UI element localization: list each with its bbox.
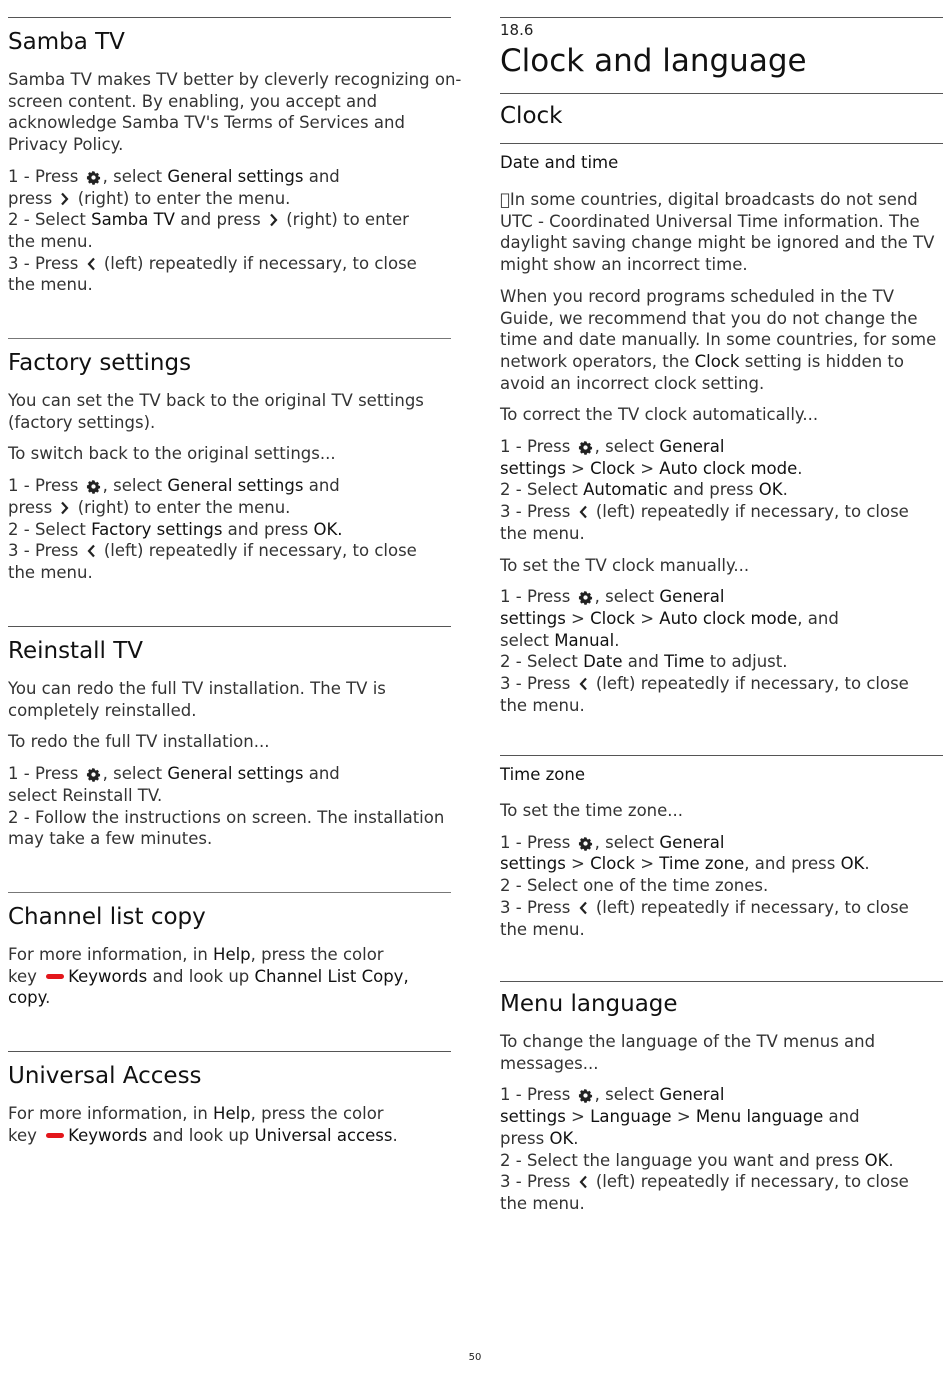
section-body xyxy=(500,1031,943,1074)
chevron-right-icon xyxy=(268,213,279,227)
steps xyxy=(8,763,451,850)
step-3: 3 - Press (left) repeatedly if necessary, to close xyxy=(500,897,909,917)
step-1-cont: press (right) to enter the menu. xyxy=(8,188,291,208)
body-line: UTC - Coordinated Universal Time information. The xyxy=(500,211,920,231)
chapter-title: Clock and language xyxy=(500,43,807,79)
chapter-header xyxy=(500,17,943,79)
chevron-left-icon xyxy=(86,257,97,271)
body-line: Samba TV makes TV better by cleverly recognizing on- xyxy=(8,70,462,89)
section-clock xyxy=(500,93,943,130)
step-1: 1 - Press , select General settings and xyxy=(8,764,340,784)
step-3: 3 - Press (left) repeatedly if necessary, to close xyxy=(500,502,909,522)
body-line: daylight saving change might be ignored and the TV xyxy=(500,233,935,253)
subsection-time-zone xyxy=(500,755,943,940)
body-line: Privacy Policy. xyxy=(8,135,124,155)
intro-text: To redo the full TV installation... xyxy=(8,732,270,752)
section-menu-language xyxy=(500,981,943,1215)
step-1-cont: press OK. xyxy=(500,1128,579,1148)
step-3: 3 - Press (left) repeatedly if necessary, to close xyxy=(500,674,909,694)
section-samba-tv xyxy=(8,17,462,296)
body-line: You can set the TV back to the original TV settings xyxy=(8,391,424,410)
divider xyxy=(8,892,451,893)
step-1-cont: settings > Clock > Auto clock mode. xyxy=(500,458,803,478)
gear-icon xyxy=(578,440,593,455)
divider xyxy=(500,17,943,18)
red-color-key-icon xyxy=(46,1133,64,1138)
body-line: For more information, in Help, press the color xyxy=(8,945,384,964)
step-1: 1 - Press , select General settings and xyxy=(8,166,340,186)
subsection-title: Date and time xyxy=(500,153,619,172)
step-2: 2 - Select Automatic and press OK. xyxy=(500,480,788,500)
steps xyxy=(500,1084,943,1214)
body-line: time and date manually. In some countries, for some xyxy=(500,330,937,350)
step-2: 2 - Select Factory settings and press OK. xyxy=(8,519,343,539)
divider xyxy=(8,1051,451,1052)
intro-text: To set the TV clock manually... xyxy=(500,555,750,575)
page-number: 50 xyxy=(468,1352,482,1363)
gear-icon xyxy=(86,170,101,185)
body-line: To change the language of the TV menus and xyxy=(500,1032,876,1051)
body-line: might show an incorrect time. xyxy=(500,255,748,275)
body-line: key Keywords and look up Channel List Copy, xyxy=(8,966,409,986)
chevron-left-icon xyxy=(578,677,589,691)
step-1-cont: select Reinstall TV. xyxy=(8,785,163,805)
body-line: avoid an incorrect clock setting. xyxy=(500,373,765,393)
red-color-key-icon xyxy=(46,974,64,979)
section-universal-access xyxy=(8,1051,451,1146)
step-1-cont: settings > Language > Menu language and xyxy=(500,1107,860,1127)
step-2-cont: the menu. xyxy=(8,231,93,251)
step-2: 2 - Follow the instructions on screen. The installation xyxy=(8,807,445,827)
step-1-cont: settings > Clock > Time zone, and press OK. xyxy=(500,854,870,874)
intro-text: To correct the TV clock automatically... xyxy=(500,405,819,425)
step-3-cont: the menu. xyxy=(500,1193,585,1213)
body-line: screen content. By enabling, you accept and xyxy=(8,91,378,111)
step-1-cont: select Manual. xyxy=(500,630,620,650)
section-body xyxy=(8,678,451,721)
body-line: For more information, in Help, press the color xyxy=(8,1104,384,1123)
body-line: acknowledge Samba TV's Terms of Services and xyxy=(8,113,405,133)
body-line: completely reinstalled. xyxy=(8,700,197,720)
steps xyxy=(8,475,451,584)
section-title: Factory settings xyxy=(8,350,192,376)
divider xyxy=(500,981,943,982)
step-2-cont: may take a few minutes. xyxy=(8,829,213,849)
step-3: 3 - Press (left) repeatedly if necessary, to close xyxy=(8,541,417,561)
step-3-cont: the menu. xyxy=(500,919,585,939)
steps xyxy=(500,586,943,716)
step-1: 1 - Press , select General xyxy=(500,832,725,852)
body-line: You can redo the full TV installation. The TV is xyxy=(8,679,386,698)
divider xyxy=(500,755,943,756)
divider xyxy=(8,338,451,339)
step-3-cont: the menu. xyxy=(8,275,93,295)
section-reinstall-tv xyxy=(8,626,451,850)
gear-icon xyxy=(578,590,593,605)
gear-icon xyxy=(86,479,101,494)
chevron-left-icon xyxy=(578,1175,589,1189)
step-3: 3 - Press (left) repeatedly if necessary, to close xyxy=(500,1172,909,1192)
body-line: key Keywords and look up Universal access. xyxy=(8,1125,398,1145)
step-3-cont: the menu. xyxy=(8,562,93,582)
section-number: 18.6 xyxy=(500,21,534,39)
divider xyxy=(8,17,451,18)
step-1-cont: press (right) to enter the menu. xyxy=(8,497,291,517)
step-2: 2 - Select one of the time zones. xyxy=(500,876,769,896)
step-1: 1 - Press , select General settings and xyxy=(8,476,340,496)
step-1: 1 - Press , select General xyxy=(500,437,725,457)
body-line: messages... xyxy=(500,1053,599,1073)
steps xyxy=(500,436,943,545)
chevron-left-icon xyxy=(86,544,97,558)
section-title: Channel list copy xyxy=(8,904,206,930)
section-body xyxy=(500,189,943,276)
body-line:  In some countries, digital broadcasts do not send xyxy=(500,190,918,209)
step-3-cont: the menu. xyxy=(500,523,585,543)
chevron-right-icon xyxy=(59,501,70,515)
section-title: Menu language xyxy=(500,991,678,1017)
body-line: network operators, the Clock setting is hidden to xyxy=(500,351,904,371)
body-line: When you record programs scheduled in the TV xyxy=(500,286,895,306)
section-title: Reinstall TV xyxy=(8,638,144,664)
section-title: Universal Access xyxy=(8,1063,202,1089)
step-3-cont: the menu. xyxy=(500,695,585,715)
chevron-right-icon xyxy=(59,192,70,206)
gear-icon xyxy=(578,1088,593,1103)
gear-icon xyxy=(86,767,101,782)
step-1-cont: settings > Clock > Auto clock mode, and xyxy=(500,608,839,628)
section-body xyxy=(8,390,451,433)
section-factory-settings xyxy=(8,338,451,584)
divider xyxy=(8,626,451,627)
steps xyxy=(500,832,943,941)
intro-text: To switch back to the original settings... xyxy=(8,444,336,464)
gear-icon xyxy=(578,836,593,851)
divider xyxy=(500,143,943,144)
body-line: copy. xyxy=(8,988,51,1008)
section-title: Clock xyxy=(500,103,563,129)
section-body xyxy=(8,1103,451,1146)
section-body xyxy=(8,944,451,1009)
intro-text: To set the time zone... xyxy=(500,801,684,820)
step-2: 2 - Select Samba TV and press (right) to enter xyxy=(8,210,409,230)
subsection-title: Time zone xyxy=(500,765,585,784)
divider xyxy=(500,93,943,94)
section-channel-list-copy xyxy=(8,892,451,1009)
section-body xyxy=(500,286,943,395)
step-2: 2 - Select Date and Time to adjust. xyxy=(500,652,788,672)
step-1: 1 - Press , select General xyxy=(500,587,725,607)
subsection-date-and-time xyxy=(500,143,943,716)
step-1: 1 - Press , select General xyxy=(500,1085,725,1105)
body-line: Guide, we recommend that you do not change the xyxy=(500,308,918,328)
chevron-left-icon xyxy=(578,901,589,915)
section-body xyxy=(8,69,462,156)
chevron-left-icon xyxy=(578,505,589,519)
section-title: Samba TV xyxy=(8,29,125,55)
step-3: 3 - Press (left) repeatedly if necessary, to close xyxy=(8,253,417,273)
steps xyxy=(8,166,451,296)
body-line: (factory settings). xyxy=(8,412,156,432)
step-2: 2 - Select the language you want and press OK. xyxy=(500,1150,894,1170)
